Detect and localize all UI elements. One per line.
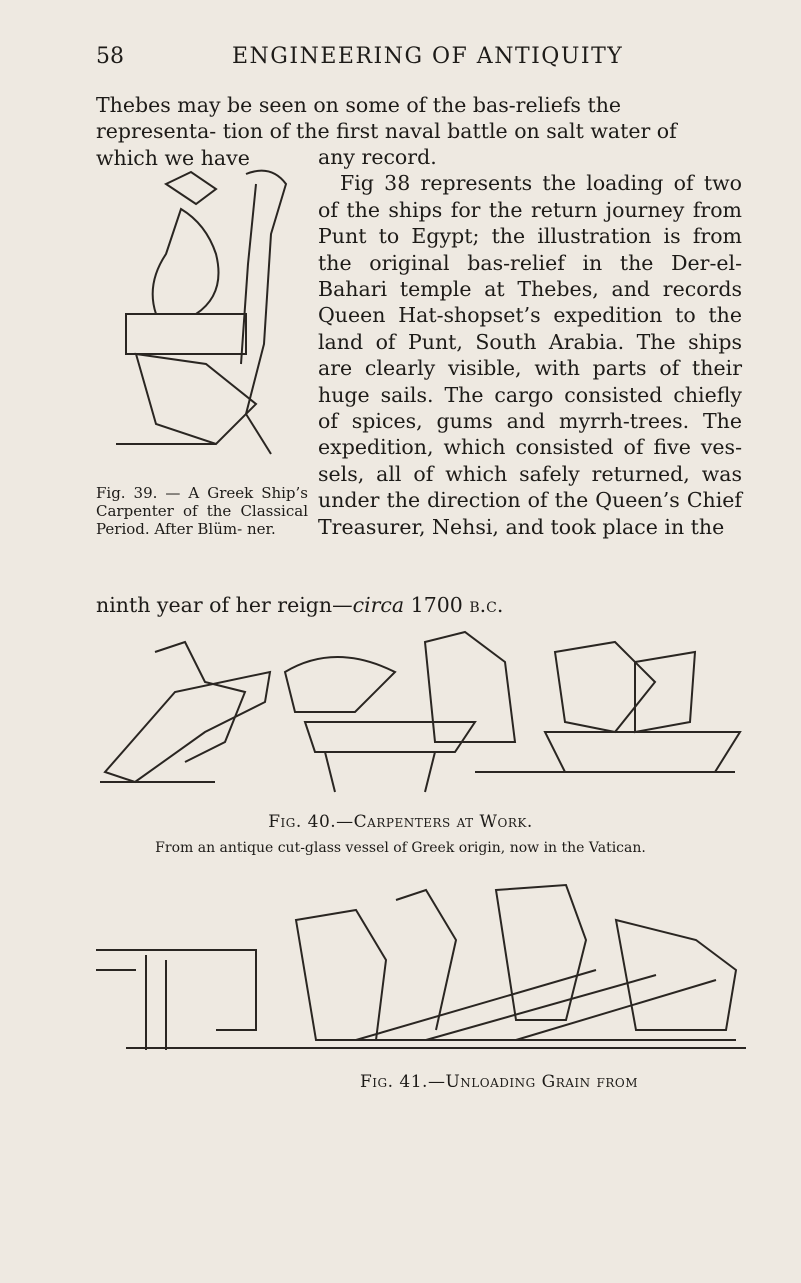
ship-carpenter-drawing xyxy=(96,164,301,464)
paragraph-closing-start: ninth year of her reign— xyxy=(96,593,353,617)
carpenters-drawing xyxy=(95,622,750,800)
paragraph-fig38-text: Fig 38 represents the loading of two of the ships for the return journey from Punt to Egypt; the illustration is from the original bas-relief in the Der-el- Bahari temple at Thebes, and records Queen Hat-shopset’s expedition to the land of Punt, South Arabia. The ships are clearly visible, with parts of their huge sails. The cargo consisted chiefly of spices, gums and myrrh-trees. The expedition, which consisted of five ves- sels, all of which safely returned, was under the direction of the Queen’s Chief Treasurer, Nehsi, and took place in the xyxy=(318,171,742,539)
paragraph-closing xyxy=(96,592,742,618)
paragraph-intro-tail: any record. xyxy=(318,145,437,169)
figure-39-illustration xyxy=(96,164,301,464)
figure-39-caption: Fig. 39. — A Greek Ship’s Carpenter of the Classical Period. After Blüm- ner. xyxy=(96,484,308,538)
page-header xyxy=(0,44,801,76)
figure-40-illustration xyxy=(95,622,750,800)
figure-41-illustration xyxy=(96,880,750,1056)
paragraph-closing-end: 1700 b.c. xyxy=(404,593,504,617)
paragraph-closing-italic: circa xyxy=(352,593,405,617)
figure-41-caption: Fig. 41.—Unloading Grain from xyxy=(360,1072,639,1092)
unloading-grain-drawing xyxy=(96,880,750,1056)
page-number: 58 xyxy=(96,44,124,69)
paragraph-intro-text: Thebes may be seen on some of the bas-reliefs the representa- tion of the first naval battle on salt water of which we have xyxy=(96,93,677,170)
figure-40-source: From an antique cut-glass vessel of Greek origin, now in the Vatican. xyxy=(155,840,646,856)
running-title: ENGINEERING OF ANTIQUITY xyxy=(232,44,624,69)
paragraph-fig38 xyxy=(318,144,742,540)
figure-40-caption: Fig. 40.—Carpenters at Work. xyxy=(268,812,533,832)
